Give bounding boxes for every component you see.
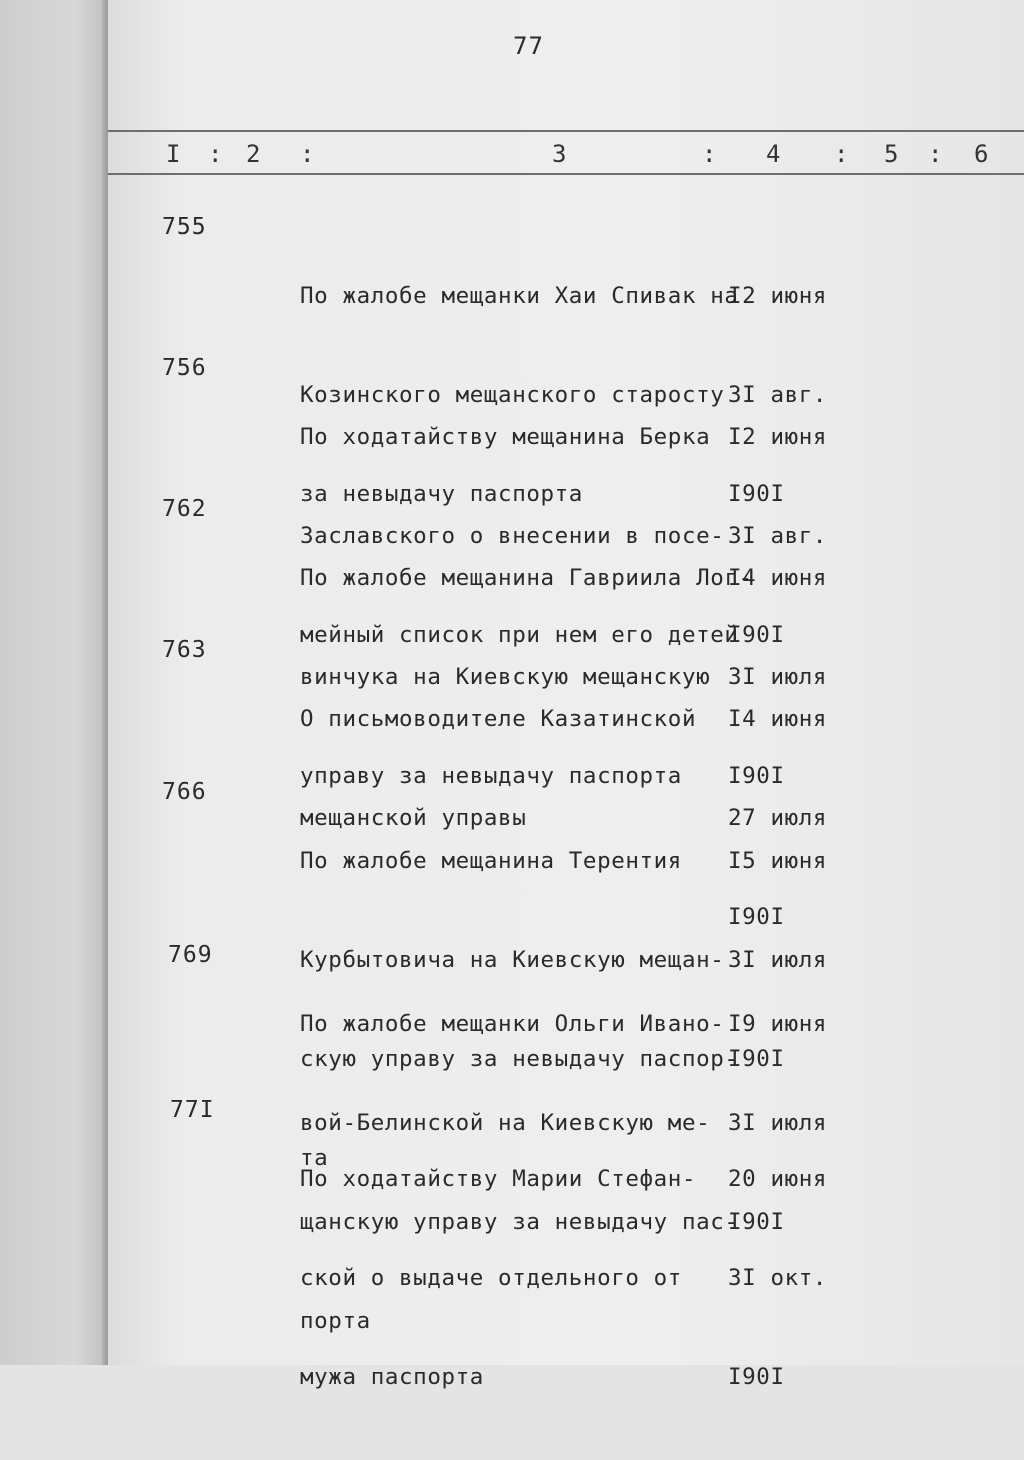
start-date: 20 июня	[728, 1166, 828, 1192]
column-header-4: 4	[766, 140, 781, 168]
start-date: I4 июня	[728, 706, 828, 732]
page-number: 77	[513, 32, 544, 60]
column-header-5: 5	[884, 140, 899, 168]
description-line: мейный список при нем его детей	[300, 622, 739, 648]
description-line: По ходатайству Марии Стефан-	[300, 1166, 697, 1192]
description-line: мужа паспорта	[300, 1364, 484, 1390]
description-line: вой-Белинской на Киевскую ме-	[300, 1110, 711, 1136]
description-line: та	[300, 1145, 329, 1171]
end-date: 3I авг.	[728, 382, 828, 408]
year: I90I	[728, 481, 785, 507]
header-bottom-rule	[108, 173, 1024, 175]
start-date: I9 июня	[728, 1011, 828, 1037]
description-line: По ходатайству мещанина Берка	[300, 424, 711, 450]
record-dates	[728, 1097, 827, 1460]
column-header-6: 6	[974, 140, 989, 168]
document-page	[108, 0, 1024, 1390]
record-number: 77I	[170, 1097, 215, 1123]
description-line: О письмоводителе Казатинской	[300, 706, 697, 732]
record-number: 769	[168, 942, 213, 968]
header-top-rule	[108, 130, 1024, 132]
description-line: скую управу за невыдачу паспор-	[300, 1046, 739, 1072]
description-line: Козинского мещанского старосту	[300, 382, 725, 408]
description-line: ской о выдаче отдельного от	[300, 1265, 682, 1291]
column-separator: :	[208, 140, 223, 168]
year: I90I	[728, 1209, 785, 1235]
column-header-3: 3	[552, 140, 567, 168]
description-line: винчука на Киевскую мещанскую	[300, 664, 711, 690]
year: I90I	[728, 904, 785, 930]
record-number: 766	[162, 779, 207, 805]
start-date: I2 июня	[728, 424, 828, 450]
start-date: I2 июня	[728, 283, 828, 309]
end-date: 27 июля	[728, 805, 828, 831]
start-date: I5 июня	[728, 848, 828, 874]
record-number: 762	[162, 496, 207, 522]
year: I90I	[728, 763, 785, 789]
end-date: 3I окт.	[728, 1265, 828, 1291]
description-line: мещанской управы	[300, 805, 527, 831]
end-date: 3I июля	[728, 1110, 828, 1136]
previous-page-edge	[0, 0, 108, 1365]
column-separator: :	[928, 140, 943, 168]
description-line: управу за невыдачу паспорта	[300, 763, 682, 789]
column-separator: :	[300, 140, 315, 168]
description-line: за невыдачу паспорта	[300, 481, 583, 507]
column-header-2: 2	[246, 140, 261, 168]
start-date: I4 июня	[728, 565, 828, 591]
end-date: 3I авг.	[728, 523, 828, 549]
description-line: По жалобе мещанина Терентия	[300, 848, 682, 874]
record-description	[300, 1097, 696, 1460]
column-separator: :	[702, 140, 717, 168]
description-line: По жалобе мещанина Гавриила Лог-	[300, 565, 753, 591]
year: I90I	[728, 1046, 785, 1072]
description-line: По жалобе мещанки Хаи Спивак на	[300, 283, 739, 309]
description-line: Курбытовича на Киевскую мещан-	[300, 947, 725, 973]
end-date: 3I июля	[728, 664, 828, 690]
record-number: 763	[162, 637, 207, 663]
description-line: порта	[300, 1308, 371, 1334]
record-number: 755	[162, 214, 207, 240]
column-separator: :	[834, 140, 849, 168]
description-line: Заславского о внесении в посе-	[300, 523, 725, 549]
description-line: щанскую управу за невыдачу пас-	[300, 1209, 739, 1235]
column-header-1: I	[166, 140, 181, 168]
record-number: 756	[162, 355, 207, 381]
end-date: 3I июля	[728, 947, 828, 973]
description-line: По жалобе мещанки Ольги Ивано-	[300, 1011, 725, 1037]
year: I90I	[728, 1364, 785, 1390]
year: I90I	[728, 622, 785, 648]
